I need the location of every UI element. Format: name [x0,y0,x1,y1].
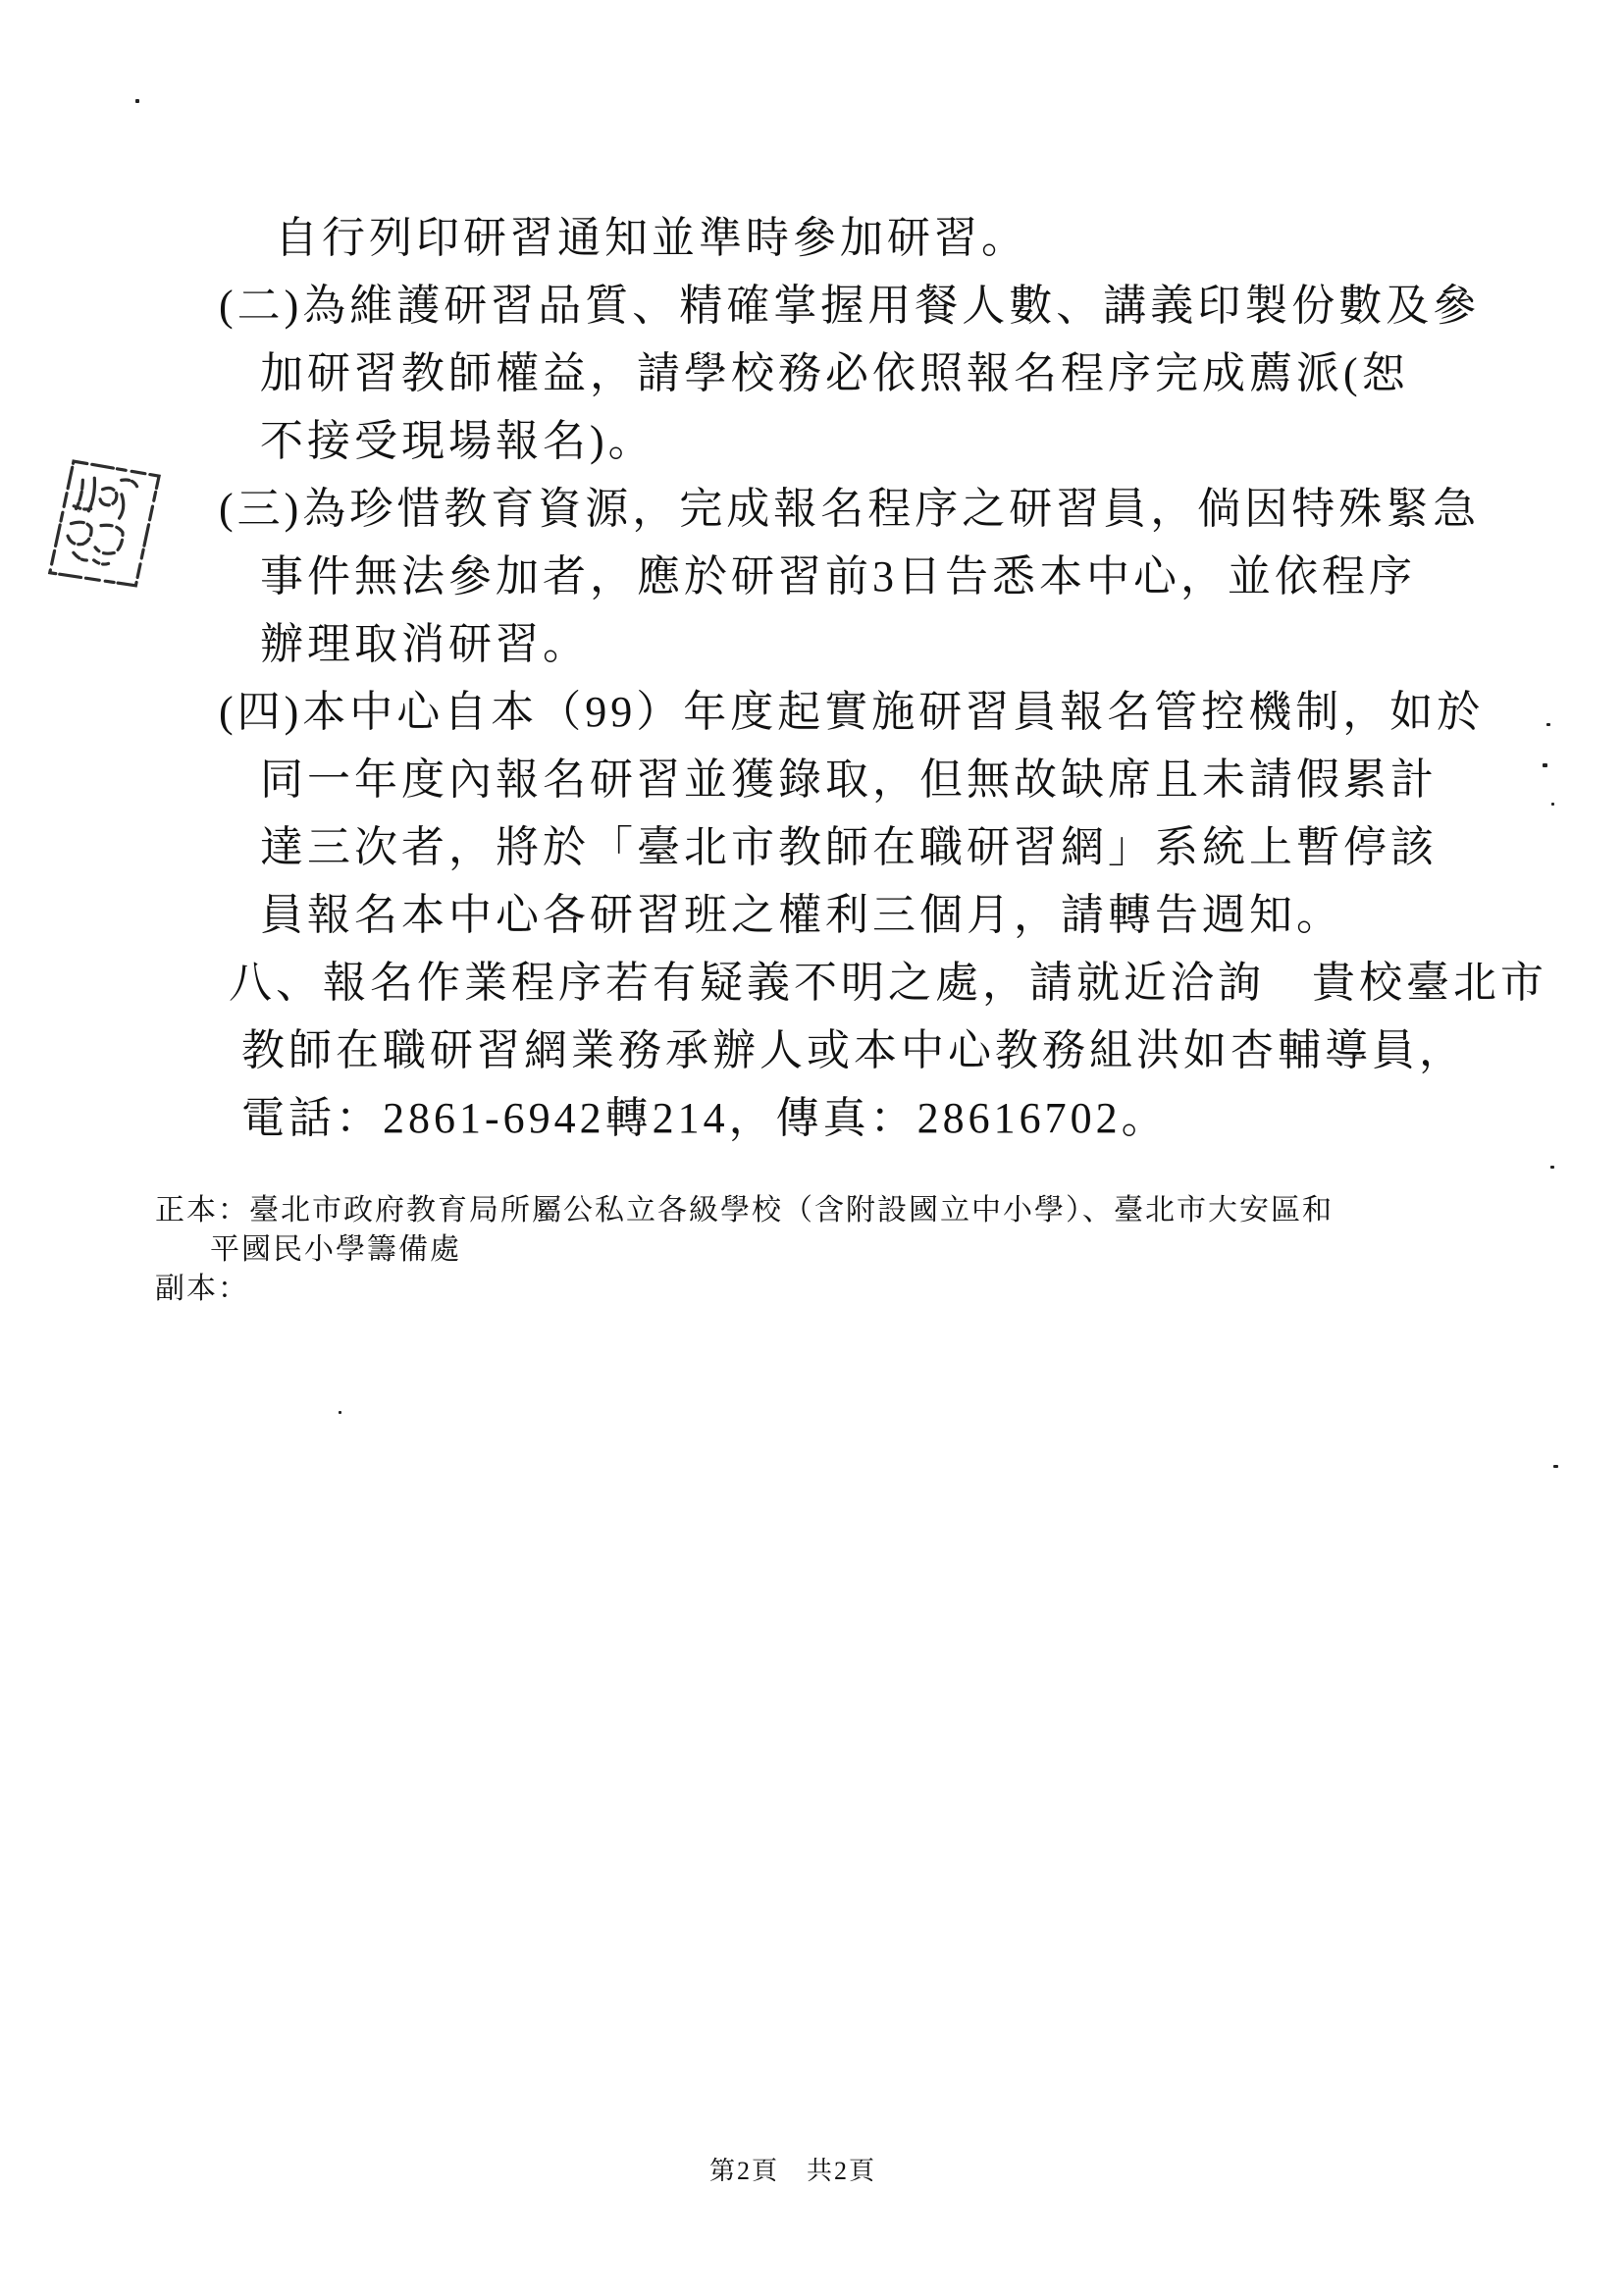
scan-speck [1550,1166,1554,1169]
scan-speck [1551,803,1554,806]
body-line-item-3: (三)為珍惜教育資源，完成報名程序之研習員，倘因特殊緊急 [219,485,1481,533]
body-line: 員報名本中心各研習班之權利三個月，請轉告週知。 [260,891,1343,939]
scan-speck [1546,723,1550,726]
body-line: 不接受現場報名)。 [260,417,655,465]
scan-speck [135,99,139,103]
body-line: 辦理取消研習。 [260,620,590,668]
document-body [0,204,1623,1152]
body-line: 同一年度內報名研習並獲錄取，但無故缺席且未請假累計 [260,756,1438,804]
body-line: 自行列印研習通知並準時參加研習。 [275,214,1028,262]
copy-recipient-label: 副本： [155,1273,249,1305]
body-line: 加研習教師權益，請學校務必依照報名程序完成薦派(恕 [260,349,1409,397]
body-line: 事件無法參加者，應於研習前3日告悉本中心，並依程序 [260,552,1416,600]
body-line: 教師在職研習網業務承辦人或本中心教務組洪如杏輔導員， [241,1026,1466,1074]
body-line-item-8: 八、報名作業程序若有疑義不明之處，請就近洽詢 貴校臺北市 [229,959,1547,1007]
body-line-contact: 電話：2861-6942轉214，傳真：28616702。 [241,1094,1169,1142]
original-recipient-line: 正本：臺北市政府教育局所屬公私立各級學校（含附設國立中小學）、臺北市大安區和 [155,1194,1334,1226]
body-line: 達三次者，將於「臺北市教師在職研習網」系統上暫停該 [260,823,1438,871]
original-recipient-wrap: 平國民小學籌備處 [210,1233,461,1266]
scan-speck [1553,1465,1558,1468]
scan-speck [339,1411,341,1414]
recipients-block [0,1191,1623,1309]
body-line-item-2: (二)為維護研習品質、精確掌握用餐人數、講義印製份數及參 [219,282,1481,330]
body-line-item-4: (四)本中心自本（99）年度起實施研習員報名管控機制，如於 [219,688,1485,736]
page-number-footer: 第2頁 共2頁 [708,2157,876,2185]
scan-speck [1543,763,1547,767]
